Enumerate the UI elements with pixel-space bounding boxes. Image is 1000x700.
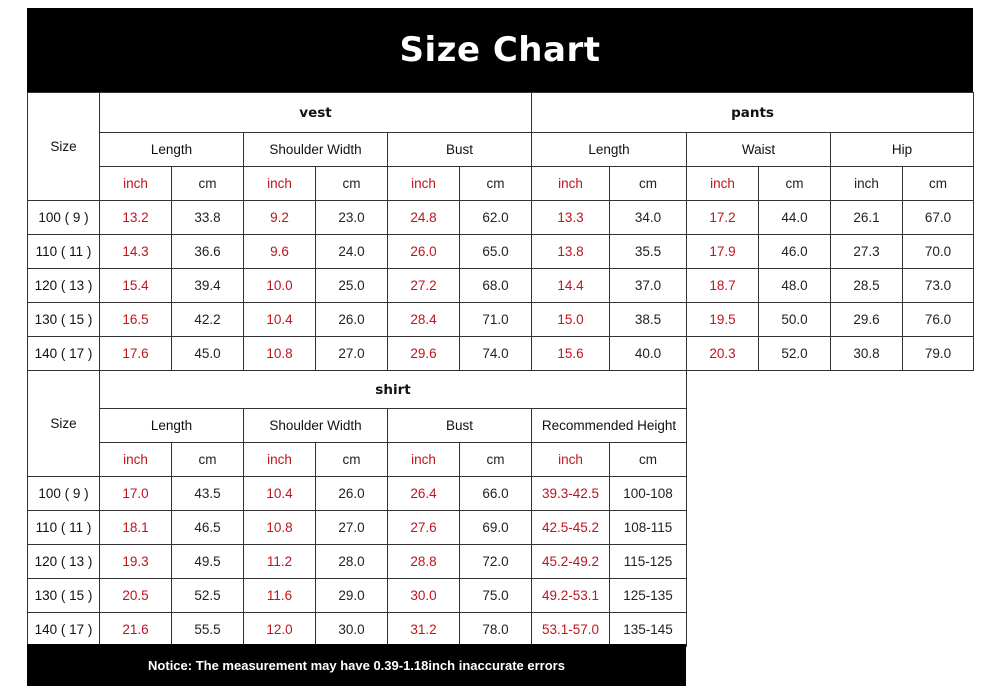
size-cell: 100 ( 9 ) [28,477,100,511]
inch-value-cell: 15.0 [532,303,610,337]
value-cell: 37.0 [610,269,687,303]
unit-inch: inch [100,167,172,201]
value-cell: 76.0 [903,303,974,337]
table-row [28,337,974,371]
inch-value-cell: 17.9 [687,235,759,269]
size-cell: 140 ( 17 ) [28,613,100,647]
unit-cm: cm [610,443,687,477]
pants-length-header: Length [532,133,687,167]
value-cell: 78.0 [460,613,532,647]
value-cell: 30.0 [316,613,388,647]
table-row [28,511,687,545]
value-cell: 67.0 [903,201,974,235]
value-cell: 26.0 [316,303,388,337]
value-cell: 44.0 [759,201,831,235]
vest-heading: vest [100,93,532,133]
value-cell: 35.5 [610,235,687,269]
value-cell: 23.0 [316,201,388,235]
inch-value-cell: 30.0 [388,579,460,613]
value-cell: 48.0 [759,269,831,303]
notice-text: Notice: The measurement may have 0.39-1.18inch inaccurate errors [148,657,565,673]
value-cell: 100-108 [610,477,687,511]
inch-value-cell: 18.1 [100,511,172,545]
value-cell: 115-125 [610,545,687,579]
value-cell: 42.2 [172,303,244,337]
inch-value-cell: 14.3 [100,235,172,269]
value-cell: 55.5 [172,613,244,647]
value-cell: 71.0 [460,303,532,337]
value-cell: 27.0 [316,511,388,545]
value-cell: 135-145 [610,613,687,647]
inch-value-cell: 14.4 [532,269,610,303]
inch-value-cell: 20.5 [100,579,172,613]
value-cell: 50.0 [759,303,831,337]
table-row [28,201,974,235]
value-cell: 70.0 [903,235,974,269]
value-cell: 34.0 [610,201,687,235]
pants-waist-header: Waist [687,133,831,167]
value-cell: 65.0 [460,235,532,269]
inch-value-cell: 29.6 [388,337,460,371]
pants-hip-header: Hip [831,133,974,167]
inch-value-cell: 15.6 [532,337,610,371]
value-cell: 25.0 [316,269,388,303]
inch-value-cell: 26.4 [388,477,460,511]
value-cell: 66.0 [460,477,532,511]
value-cell: 29.0 [316,579,388,613]
size-cell: 120 ( 13 ) [28,545,100,579]
size-cell: 110 ( 11 ) [28,511,100,545]
unit-cm: cm [460,167,532,201]
unit-inch: inch [532,167,610,201]
unit-cm: cm [172,167,244,201]
value-cell: 40.0 [610,337,687,371]
vest-shoulder-width-header: Shoulder Width [244,133,388,167]
value-cell: 72.0 [460,545,532,579]
value-cell: 38.5 [610,303,687,337]
table-row [28,477,687,511]
inch-value-cell: 28.8 [388,545,460,579]
value-cell: 45.0 [172,337,244,371]
value-cell: 125-135 [610,579,687,613]
inch-value-cell: 49.2-53.1 [532,579,610,613]
inch-value-cell: 45.2-49.2 [532,545,610,579]
inch-value-cell: 27.6 [388,511,460,545]
value-cell: 27.3 [831,235,903,269]
table-row [28,613,687,647]
value-cell: 52.0 [759,337,831,371]
vest-pants-table [27,92,974,371]
unit-cm: cm [903,167,974,201]
shirt-length-header: Length [100,409,244,443]
value-cell: 24.0 [316,235,388,269]
shirt-heading: shirt [100,371,687,409]
shirt-shoulder-width-header: Shoulder Width [244,409,388,443]
inch-value-cell: 12.0 [244,613,316,647]
value-cell: 26.0 [316,477,388,511]
value-cell: 74.0 [460,337,532,371]
size-cell: 130 ( 15 ) [28,303,100,337]
unit-cm: cm [316,443,388,477]
inch-value-cell: 16.5 [100,303,172,337]
unit-row [28,167,974,201]
value-cell: 27.0 [316,337,388,371]
inch-value-cell: 15.4 [100,269,172,303]
size-cell: 130 ( 15 ) [28,579,100,613]
inch-value-cell: 10.4 [244,477,316,511]
value-cell: 75.0 [460,579,532,613]
value-cell: 73.0 [903,269,974,303]
shirt-bust-header: Bust [388,409,532,443]
unit-cm: cm [610,167,687,201]
value-cell: 30.8 [831,337,903,371]
size-cell: 140 ( 17 ) [28,337,100,371]
vest-bust-header: Bust [388,133,532,167]
value-cell: 46.0 [759,235,831,269]
value-cell: 26.1 [831,201,903,235]
inch-value-cell: 17.0 [100,477,172,511]
pants-heading: pants [532,93,974,133]
value-cell: 52.5 [172,579,244,613]
size-cell: 110 ( 11 ) [28,235,100,269]
value-cell: 108-115 [610,511,687,545]
inch-value-cell: 17.2 [687,201,759,235]
unit-inch: inch [388,443,460,477]
table-row [28,303,974,337]
inch-value-cell: 13.3 [532,201,610,235]
unit-cm: cm [460,443,532,477]
size-cell: 120 ( 13 ) [28,269,100,303]
inch-value-cell: 10.8 [244,337,316,371]
shirt-table [27,370,687,647]
inch-value-cell: 39.3-42.5 [532,477,610,511]
inch-value-cell: 17.6 [100,337,172,371]
unit-cm: cm [172,443,244,477]
unit-row [28,443,687,477]
inch-value-cell: 24.8 [388,201,460,235]
inch-value-cell: 11.2 [244,545,316,579]
inch-value-cell: 21.6 [100,613,172,647]
inch-value-cell: 18.7 [687,269,759,303]
inch-value-cell: 10.4 [244,303,316,337]
inch-value-cell: 28.4 [388,303,460,337]
unit-inch: inch [100,443,172,477]
inch-value-cell: 19.5 [687,303,759,337]
value-cell: 46.5 [172,511,244,545]
value-cell: 39.4 [172,269,244,303]
inch-value-cell: 26.0 [388,235,460,269]
value-cell: 28.5 [831,269,903,303]
unit-inch: inch [687,167,759,201]
inch-value-cell: 42.5-45.2 [532,511,610,545]
inch-value-cell: 9.2 [244,201,316,235]
value-cell: 49.5 [172,545,244,579]
value-cell: 29.6 [831,303,903,337]
inch-value-cell: 31.2 [388,613,460,647]
size-cell: 100 ( 9 ) [28,201,100,235]
unit-inch: inch [831,167,903,201]
inch-value-cell: 20.3 [687,337,759,371]
value-cell: 69.0 [460,511,532,545]
size-header: Size [28,371,100,477]
notice-bar [27,644,686,686]
value-cell: 68.0 [460,269,532,303]
unit-inch: inch [244,167,316,201]
inch-value-cell: 9.6 [244,235,316,269]
value-cell: 62.0 [460,201,532,235]
value-cell: 43.5 [172,477,244,511]
unit-cm: cm [316,167,388,201]
title-bar [27,8,973,92]
table-row [28,235,974,269]
vest-length-header: Length [100,133,244,167]
inch-value-cell: 19.3 [100,545,172,579]
value-cell: 33.8 [172,201,244,235]
value-cell: 36.6 [172,235,244,269]
unit-inch: inch [244,443,316,477]
inch-value-cell: 10.0 [244,269,316,303]
recommended-height-header: Recommended Height [532,409,687,443]
unit-inch: inch [532,443,610,477]
table-row [28,545,687,579]
value-cell: 28.0 [316,545,388,579]
size-header: Size [28,93,100,201]
unit-cm: cm [759,167,831,201]
inch-value-cell: 13.8 [532,235,610,269]
table-row [28,269,974,303]
chart-title: Size Chart [399,30,601,70]
inch-value-cell: 10.8 [244,511,316,545]
inch-value-cell: 13.2 [100,201,172,235]
inch-value-cell: 53.1-57.0 [532,613,610,647]
value-cell: 79.0 [903,337,974,371]
unit-inch: inch [388,167,460,201]
table-row [28,579,687,613]
inch-value-cell: 11.6 [244,579,316,613]
inch-value-cell: 27.2 [388,269,460,303]
